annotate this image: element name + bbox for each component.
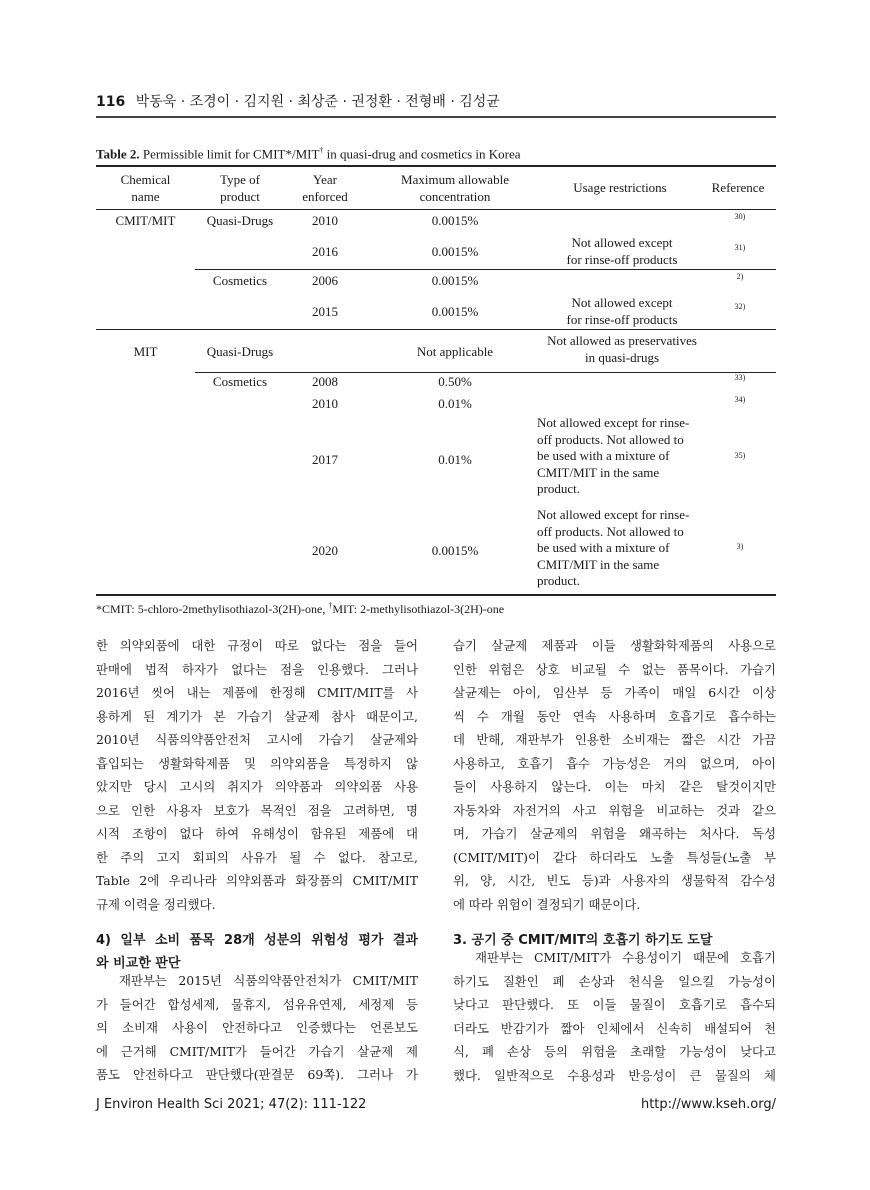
text-line: (CMIT/MIT)이 같다 하더라도 노출 특성들(노출 부: [453, 849, 776, 865]
table-cell-max: 0.01%: [438, 452, 472, 467]
table-label: Table 2.: [96, 146, 140, 162]
table-cell-year: 2006: [312, 273, 338, 288]
table-cell-reference: 3): [736, 542, 744, 551]
table-cell-max: Not applicable: [416, 344, 494, 359]
running-header: [96, 93, 776, 111]
table-cell-usage: Not allowed except for rinse-off products: [566, 235, 678, 267]
journal-url[interactable]: http://www.kseh.org/: [640, 1097, 776, 1112]
text-line: 했다. 일반적으로 수용성과 반응성이 큰 물질의 체: [453, 1067, 776, 1083]
table-cell-max: 0.0015%: [431, 213, 479, 228]
text-line: 더라도 반감기가 짧아 인체에서 신속히 배설되어 천: [453, 1020, 776, 1036]
text-line: 며, 가습기 살균제의 위험을 왜곡하는 처사다. 독성: [453, 826, 776, 841]
text-line: 가 들어간 합성세제, 물휴지, 섬유유연제, 세정제 등: [96, 996, 418, 1012]
text-line: 재판부는 CMIT/MIT가 수용성이기 때문에 호흡기: [453, 950, 776, 965]
table-cell-product: Cosmetics: [212, 273, 268, 288]
text-line: 았지만 당시 고시의 취지가 의약품과 의약외품 사용: [96, 779, 418, 794]
text-line: 사용하고, 호흡기 흡수 가능성은 거의 없으며, 아이: [453, 755, 776, 771]
text-line: 시적 조항이 없다 하여 유해성이 함유된 제품에 대: [96, 826, 418, 841]
row-rule: [195, 372, 776, 373]
text-line: 습기 살균제 제품과 이들 생활화학제품의 사용으로: [453, 638, 776, 653]
text-line: 2010년 식품의약품안전처 고시에 가습기 살균제와: [96, 732, 418, 747]
table-cell-max: 0.01%: [438, 396, 472, 411]
col-header-chemical: Chemical name: [120, 172, 171, 204]
text-line: 품도 안전하다고 판단했다(판결문 69쪽). 그러나 가: [96, 1067, 418, 1082]
footnote-mit: MIT: 2-methylisothiazol-3(2H)-one: [332, 602, 505, 616]
table-footnote: [96, 598, 776, 617]
table-cell-reference: 2): [736, 272, 744, 281]
table-cell-usage: Not allowed except for rinse- off products. Not allowed to be used with a mixture of CMIT/MIT in the same product.: [537, 415, 690, 496]
table-cell-year: 2017: [312, 452, 338, 467]
table-cell-chemical: CMIT/MIT: [115, 213, 176, 228]
text-line: 흡입되는 생활화학제품 및 의약외품을 특정하지 않: [96, 755, 418, 771]
text-line: 식, 폐 손상 등의 위험을 초래할 가능성이 낮다고: [453, 1044, 776, 1059]
text-line: 한 주의 고지 회피의 사유가 될 수 없다. 참고로,: [96, 849, 418, 865]
col-header-product: Type of product: [220, 172, 260, 204]
table-cell-max: 0.0015%: [431, 273, 479, 288]
text-line: 의 소비재 사용이 안전하다고 인증했다는 언론보도: [96, 1020, 418, 1035]
text-line: 위, 양, 시간, 빈도 등)과 사용자의 생물학적 감수성: [453, 873, 776, 888]
footnote-dagger: †: [328, 601, 333, 610]
table-cell-usage: Not allowed except for rinse-off products: [566, 295, 678, 327]
table-cell-reference: 32): [734, 302, 746, 311]
table-top-rule: [96, 165, 776, 167]
col-header-max: Maximum allowable concentration: [401, 172, 509, 204]
table-cell-product: Quasi-Drugs: [206, 344, 274, 359]
table-cell-reference: 34): [734, 395, 746, 404]
author-list: 박동욱 · 조경이 · 김지원 · 최상준 · 권정환 · 전형배 · 김성균: [135, 94, 500, 110]
text-line: 살균제는 아이, 임산부 등 가족이 매일 6시간 이상: [453, 685, 776, 700]
row-rule: [195, 269, 776, 270]
left-paragraph-2: [96, 969, 418, 1087]
table-cell-year: 2016: [312, 244, 338, 259]
table-cell-year: 2015: [312, 304, 338, 319]
text-line: 규제 이력을 정리했다.: [96, 896, 216, 912]
header-rule: [96, 116, 776, 118]
text-line: 에 따라 위험이 결정되기 때문이다.: [453, 896, 641, 912]
caption-dagger: †: [319, 146, 324, 155]
table-cell-reference: 30): [734, 212, 746, 221]
text-line: 자동차와 자전거의 사고 위험을 비교하는 것과 같으: [453, 802, 776, 818]
table-cell-max: 0.50%: [438, 374, 472, 389]
table-cell-reference: 35): [734, 451, 746, 460]
table-cell-year: 2010: [312, 396, 338, 411]
table-cell-year: 2008: [312, 374, 338, 389]
table-caption: [96, 142, 776, 162]
text-line: 재판부는 2015년 식품의약품안전처가 CMIT/MIT: [96, 973, 418, 988]
text-line: 한 의약외품에 대한 규정이 따로 없다는 점을 들어: [96, 638, 418, 653]
text-line: 하기도 질환인 폐 손상과 천식을 일으킬 가능성이: [453, 973, 776, 989]
table-cell-max: 0.0015%: [431, 543, 479, 558]
caption-text-b: in quasi-drug and cosmetics in Korea: [323, 146, 521, 162]
text-line: 에 근거해 CMIT/MIT가 들어간 가습기 살균제 제: [96, 1043, 418, 1059]
caption-text-a: Permissible limit for CMIT*/MIT: [142, 146, 320, 162]
text-line: 으로 인한 사용자 보호가 목적인 점을 고려하면, 명: [96, 802, 418, 818]
table-cell-reference: 33): [734, 373, 746, 382]
heading-line: 와 비교한 판단: [96, 956, 181, 971]
text-line: Table 2에 우리나라 의약외품과 화장품의 CMIT/MIT: [96, 873, 418, 888]
text-line: 낮다고 판단했다. 또 이들 물질이 호흡기로 흡수되: [453, 997, 776, 1012]
col-header-year: Year enforced: [302, 172, 348, 204]
text-line: 들이 사용하지 않는다. 이는 마치 같은 탈것이지만: [453, 779, 776, 794]
text-line: 인한 위험은 상호 비교될 수 없는 품목이다. 가습기: [453, 661, 776, 677]
footnote-cmit: *CMIT: 5-chloro-2methylisothiazol-3(2H)-one,: [96, 602, 329, 616]
table-cell-usage: Not allowed except for rinse- off products. Not allowed to be used with a mixture of CMIT/MIT in the same product.: [537, 507, 690, 588]
col-header-reference: Reference: [711, 180, 765, 195]
table-cell-max: 0.0015%: [431, 244, 479, 259]
group-rule: [96, 329, 776, 330]
table-bottom-rule: [96, 594, 776, 596]
table-cell-product: Quasi-Drugs: [206, 213, 274, 228]
table-cell-year: 2020: [312, 543, 338, 558]
text-line: 용하게 된 계기가 본 가습기 살균제 참사 때문이고,: [96, 708, 418, 724]
table-cell-product: Cosmetics: [212, 374, 268, 389]
section-heading-3: 3. 공기 중 CMIT/MIT의 호흡기 하기도 도달: [453, 933, 713, 948]
journal-citation: J Environ Health Sci 2021; 47(2): 111-122: [96, 1097, 367, 1112]
right-paragraph-2: [453, 946, 776, 1087]
text-line: 2016년 씻어 내는 제품에 한정해 CMIT/MIT를 사: [96, 685, 418, 700]
table-cell-chemical: MIT: [133, 344, 158, 359]
text-line: 씩 수 개월 동안 연속 사용하며 호흡기로 흡수하는: [453, 708, 776, 724]
right-paragraph-1: [453, 634, 776, 916]
left-paragraph-1: [96, 634, 418, 916]
text-line: 판매에 법적 하자가 없다는 점을 인용했다. 그러나: [96, 661, 418, 677]
text-line: 데 반해, 재판부가 인용한 소비재는 짧은 시간 가끔: [453, 732, 776, 747]
heading-line: 4) 일부 소비 품목 28개 성분의 위험성 평가 결과: [96, 933, 418, 948]
page-number: 116: [96, 94, 126, 110]
table-cell-reference: 31): [734, 243, 746, 252]
table-cell-year: 2010: [312, 213, 338, 228]
header-bottom-rule: [96, 209, 776, 210]
table-cell-max: 0.0015%: [431, 304, 479, 319]
col-header-usage: Usage restrictions: [573, 180, 667, 195]
table-cell-usage: Not allowed as preservatives in quasi-drugs: [547, 333, 697, 365]
